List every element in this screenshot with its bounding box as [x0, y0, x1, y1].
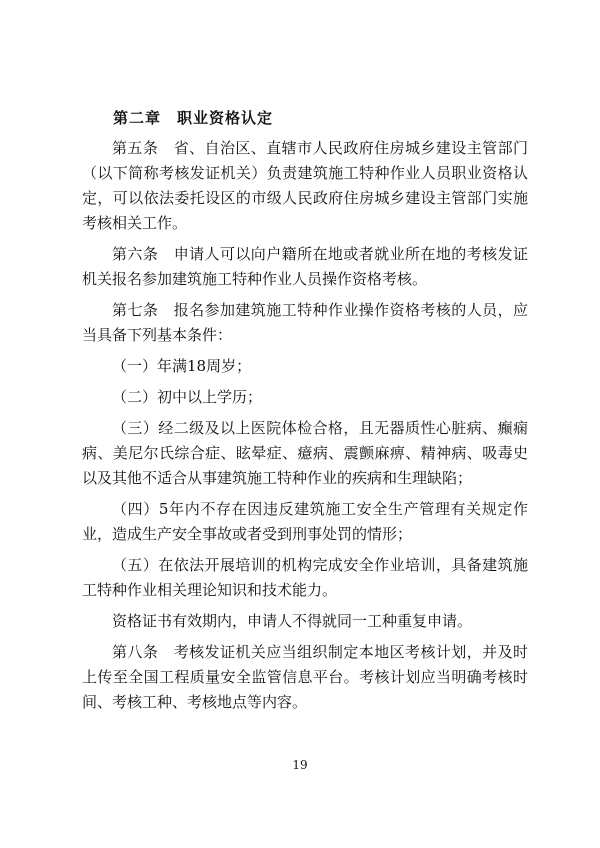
- condition-5-item: （五）在依法开展培训的机构完成安全作业培训，具备建筑施工特种作业相关理论知识和技术能力。: [82, 556, 528, 599]
- condition-4-item: （四）5年内不存在因违反建筑施工安全生产管理有关规定作业，造成生产安全事故或者受到刑事处罚的情形；: [82, 500, 528, 543]
- condition-1-item: （一）年满18周岁；: [112, 357, 252, 375]
- article-8-paragraph: 第八条 考核发证机关应当组织制定本地区考核计划，并及时上传至全国工程质量安全监管信息平台。考核计划应当明确考核时间、考核工种、考核地点等内容。: [82, 643, 528, 711]
- condition-3-item: （三）经二级及以上医院体检合格，且无器质性心脏病、癫痫病、美尼尔氏综合症、眩晕症、癔病、震颤麻痹、精神病、吸毒史以及其他不适合从事建筑施工特种作业的疾病和生理缺陷；: [82, 419, 528, 487]
- chapter-title: 第二章 职业资格认定: [113, 109, 274, 127]
- validity-note-paragraph: 资格证书有效期内，申请人不得就同一工种重复申请。: [112, 612, 473, 630]
- article-5-paragraph: 第五条 省、自治区、直辖市人民政府住房城乡建设主管部门（以下简称考核发证机关）负责建筑施工特种作业人员职业资格认定，可以依法委托设区的市级人民政府住房城乡建设主管部门实施考核相关工作。: [82, 139, 528, 232]
- page-number: 19: [292, 758, 308, 772]
- document-body: [82, 136, 528, 721]
- article-6-paragraph: 第六条 申请人可以向户籍所在地或者就业所在地的考核发证机关报名参加建筑施工特种作业人员操作资格考核。: [82, 245, 528, 288]
- article-7-paragraph: 第七条 报名参加建筑施工特种作业操作资格考核的人员，应当具备下列基本条件：: [82, 301, 528, 344]
- condition-2-item: （二）初中以上学历；: [112, 388, 263, 406]
